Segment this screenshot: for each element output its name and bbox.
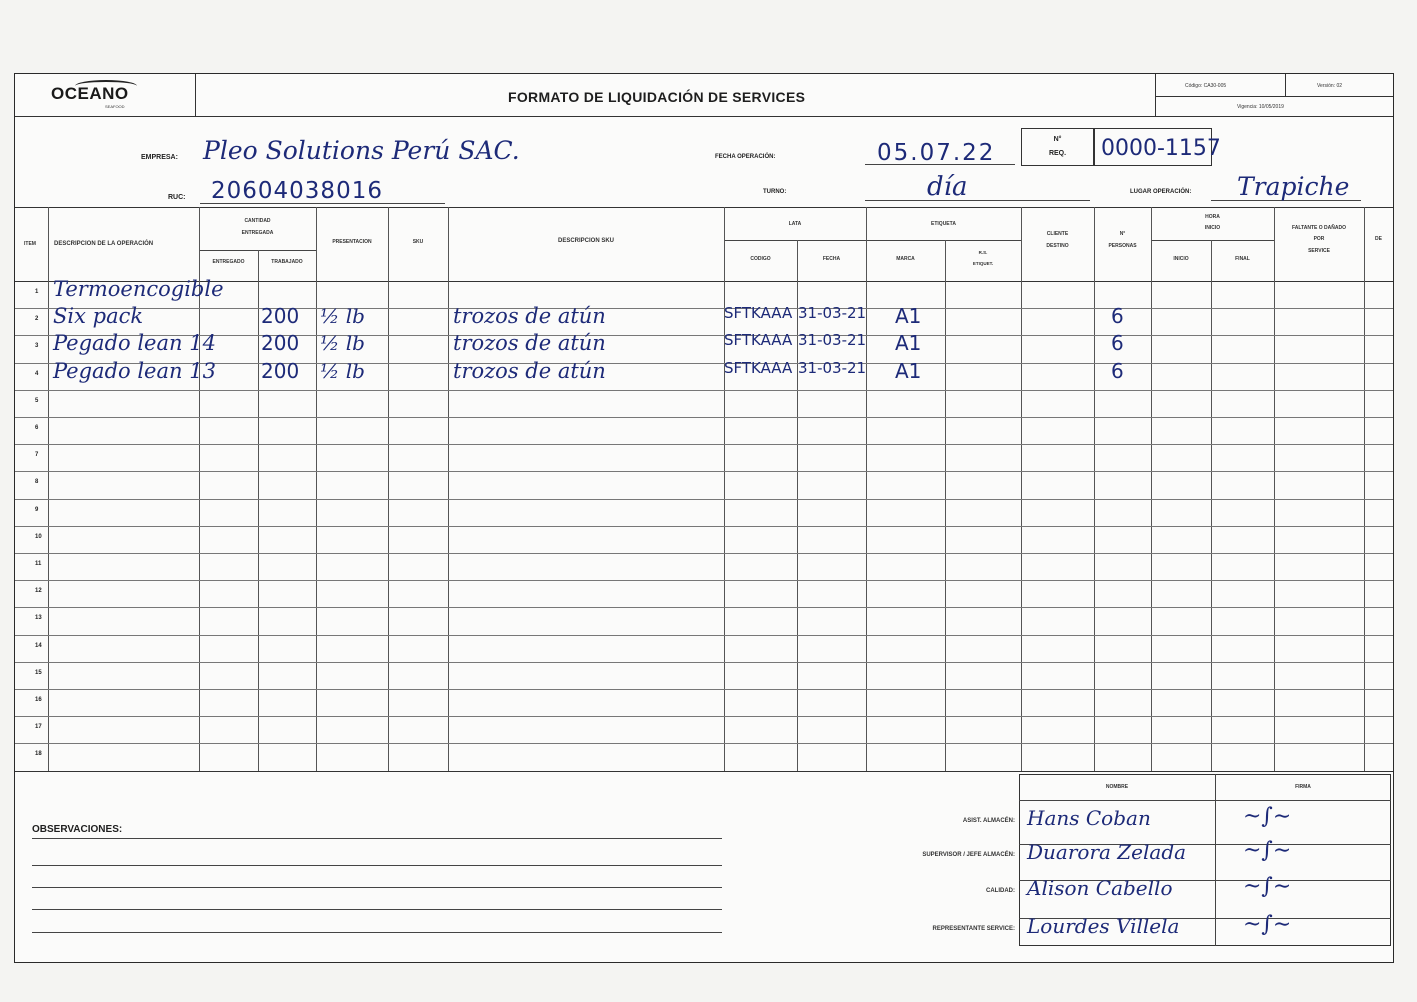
table-row-line bbox=[15, 689, 1393, 690]
row-entregado[interactable]: 200 bbox=[261, 304, 300, 329]
col-descripcion-sku: DESCRIPCION SKU bbox=[557, 238, 614, 244]
col-faltante-2: POR bbox=[1313, 236, 1325, 242]
col-presentacion: PRESENTACION bbox=[332, 239, 372, 245]
col-trabajado: TRABAJADO bbox=[271, 259, 303, 265]
table-col-line bbox=[258, 250, 259, 771]
fecha-operacion-value[interactable]: 05.07.22 bbox=[877, 140, 996, 166]
table-row-line bbox=[15, 743, 1393, 744]
col-codigo: CODIGO bbox=[750, 256, 771, 262]
table-col-line bbox=[388, 207, 389, 771]
header-bottom-border bbox=[15, 116, 1393, 117]
empresa-label: EMPRESA: bbox=[141, 154, 178, 161]
doc-vigencia: Vigencia: 10/05/2019 bbox=[1237, 104, 1284, 110]
turno-label: TURNO: bbox=[763, 189, 787, 195]
sig-nombre-header: NOMBRE bbox=[1105, 784, 1129, 790]
signature-mark-icon: ~∫∼ bbox=[1243, 804, 1292, 829]
table-row-line bbox=[15, 390, 1393, 391]
row-fecha[interactable]: 31-03-21 bbox=[798, 331, 867, 350]
row-descripcion[interactable]: Termoencogible bbox=[53, 277, 224, 301]
table-row-line bbox=[15, 580, 1393, 581]
col-personas-2: PERSONAS bbox=[1108, 243, 1137, 249]
turno-underline bbox=[865, 200, 1090, 201]
col-faltante-1: FALTANTE O DAÑADO bbox=[1292, 225, 1346, 231]
table-row-line bbox=[15, 662, 1393, 663]
row-presentacion[interactable]: ½ lb bbox=[320, 358, 365, 383]
sig-name[interactable]: Duarora Zelada bbox=[1027, 840, 1187, 864]
sig-firma-header: FIRMA bbox=[1295, 784, 1311, 790]
logo-wave-icon bbox=[75, 80, 137, 92]
header-version-divider bbox=[1285, 74, 1286, 96]
col-cliente-2: DESTINO bbox=[1046, 243, 1069, 249]
col-final: FINAL bbox=[1235, 256, 1250, 262]
nreq-label-2: REQ. bbox=[1048, 150, 1067, 157]
row-descripcion-sku[interactable]: trozos de atún bbox=[453, 304, 606, 329]
row-entregado[interactable]: 200 bbox=[261, 331, 300, 356]
col-personas-1: N° bbox=[1119, 231, 1126, 237]
table-col-line bbox=[1274, 207, 1275, 771]
item-number: 4 bbox=[35, 370, 39, 377]
doc-code: Código: CA30-005 bbox=[1185, 83, 1227, 89]
table-bottom-border bbox=[15, 771, 1393, 772]
table-row-line bbox=[15, 635, 1393, 636]
row-fecha[interactable]: 31-03-21 bbox=[798, 304, 867, 323]
item-number: 16 bbox=[35, 697, 42, 703]
table-row-line bbox=[15, 607, 1393, 608]
table-row-line bbox=[15, 444, 1393, 445]
liquidation-form-sheet bbox=[14, 73, 1394, 963]
header-code-divider bbox=[1155, 74, 1156, 116]
table-col-line bbox=[1021, 207, 1022, 771]
table-col-line bbox=[448, 207, 449, 771]
table-col-line bbox=[48, 207, 49, 771]
item-number: 3 bbox=[35, 343, 39, 350]
table-row-line bbox=[15, 526, 1393, 527]
item-number: 1 bbox=[35, 289, 39, 295]
row-marca[interactable]: A1 bbox=[895, 304, 922, 329]
table-col-line bbox=[1151, 207, 1152, 771]
table-row-line bbox=[15, 553, 1393, 554]
table-row-line bbox=[15, 499, 1393, 500]
sig-name[interactable]: Lourdes Villela bbox=[1027, 914, 1180, 938]
sig-role-label: SUPERVISOR / JEFE ALMACÉN: bbox=[922, 852, 1015, 858]
row-personas[interactable]: 6 bbox=[1111, 304, 1124, 329]
table-row-line bbox=[15, 716, 1393, 717]
col-cliente-1: CLIENTE bbox=[1046, 231, 1069, 237]
observaciones-label: OBSERVACIONES: bbox=[32, 824, 123, 835]
col-hora-1: HORA bbox=[1205, 214, 1220, 220]
table-col-line bbox=[866, 207, 867, 771]
sig-name[interactable]: Alison Cabello bbox=[1027, 876, 1173, 900]
item-number: 12 bbox=[35, 588, 42, 595]
item-number: 17 bbox=[35, 724, 42, 731]
col-faltante-3: SERVICE bbox=[1308, 248, 1330, 254]
row-fecha[interactable]: 31-03-21 bbox=[798, 358, 867, 377]
nreq-value[interactable]: 0000-1157 bbox=[1101, 136, 1221, 161]
item-number: 15 bbox=[35, 669, 42, 676]
company-logo: OCEANO bbox=[51, 84, 129, 103]
col-etiqueta: ETIQUETA bbox=[931, 221, 956, 227]
obs-line-2 bbox=[32, 865, 722, 866]
col-fecha: FECHA bbox=[822, 256, 841, 262]
item-number: 13 bbox=[35, 615, 42, 622]
row-descripcion[interactable]: Pegado lean 13 bbox=[53, 358, 216, 383]
table-row-line bbox=[15, 363, 1393, 364]
row-codigo[interactable]: SFTKAAA bbox=[724, 358, 793, 377]
header-logo-divider bbox=[195, 74, 196, 116]
table-row-line bbox=[15, 308, 1393, 309]
row-entregado[interactable]: 200 bbox=[261, 358, 300, 383]
item-number: 14 bbox=[35, 642, 42, 649]
row-marca[interactable]: A1 bbox=[895, 331, 922, 356]
company-logo-sub: SEAFOOD bbox=[105, 104, 125, 109]
table-row-line bbox=[15, 335, 1393, 336]
ruc-label: RUC: bbox=[168, 194, 186, 201]
col-descripcion-operacion: DESCRIPCION DE LA OPERACIÓN bbox=[54, 241, 154, 247]
turno-value[interactable]: día bbox=[927, 172, 968, 202]
row-descripcion[interactable]: Six pack bbox=[53, 304, 144, 329]
col-cantidad-1: CANTIDAD bbox=[244, 218, 271, 224]
hora-subheader-line bbox=[1151, 240, 1274, 241]
item-number: 5 bbox=[35, 397, 39, 404]
row-personas[interactable]: 6 bbox=[1111, 331, 1124, 356]
table-col-line bbox=[945, 240, 946, 771]
table-row-line bbox=[15, 471, 1393, 472]
row-presentacion[interactable]: ½ lb bbox=[320, 304, 365, 329]
nreq-label-1: N° bbox=[1053, 136, 1062, 143]
lugar-operacion-label: LUGAR OPERACIÓN: bbox=[1130, 189, 1192, 195]
obs-line-5 bbox=[32, 932, 722, 933]
col-marca: MARCA bbox=[896, 256, 915, 262]
signature-mark-icon: ~∫∼ bbox=[1243, 838, 1292, 863]
row-descripcion-sku[interactable]: trozos de atún bbox=[453, 331, 606, 356]
item-number: 6 bbox=[35, 425, 39, 431]
obs-line-1 bbox=[32, 838, 722, 839]
item-number: 11 bbox=[35, 561, 42, 567]
empresa-value[interactable]: Pleo Solutions Perú SAC. bbox=[203, 136, 520, 165]
table-top-border bbox=[15, 207, 1393, 208]
item-number: 10 bbox=[35, 533, 42, 540]
col-inicio: INICIO bbox=[1173, 256, 1189, 262]
table-row-line bbox=[15, 417, 1393, 418]
doc-version: Versión: 02 bbox=[1317, 83, 1343, 89]
item-number: 2 bbox=[35, 316, 39, 323]
sig-header-line bbox=[1019, 800, 1391, 801]
sig-role-label: REPRESENTANTE SERVICE: bbox=[932, 926, 1015, 932]
nreq-label-box bbox=[1021, 128, 1094, 166]
col-lata: LATA bbox=[788, 221, 802, 227]
lata-etiqueta-subheader-line bbox=[724, 240, 1021, 241]
obs-line-3 bbox=[32, 887, 722, 888]
item-number: 18 bbox=[35, 751, 42, 758]
table-col-line bbox=[1094, 207, 1095, 771]
row-codigo[interactable]: SFTKAAA bbox=[724, 331, 793, 350]
table-col-line bbox=[1364, 207, 1365, 771]
col-item: ITEM bbox=[24, 241, 36, 247]
col-rs-2: ETIQUET. bbox=[972, 261, 994, 266]
col-cantidad-2: ENTREGADA bbox=[241, 230, 274, 236]
row-descripcion-sku[interactable]: trozos de atún bbox=[453, 358, 606, 383]
sig-role-label: CALIDAD: bbox=[986, 888, 1015, 894]
table-col-line bbox=[724, 207, 725, 771]
signature-mark-icon: ~∫∼ bbox=[1243, 874, 1292, 899]
lugar-operacion-value[interactable]: Trapiche bbox=[1237, 172, 1350, 201]
row-codigo[interactable]: SFTKAAA bbox=[724, 304, 793, 323]
obs-line-4 bbox=[32, 909, 722, 910]
col-rs-1: R.S. bbox=[978, 250, 988, 255]
col-sku: SKU bbox=[412, 239, 424, 245]
row-personas[interactable]: 6 bbox=[1111, 358, 1124, 383]
sig-role-label: ASIST. ALMACÉN: bbox=[962, 818, 1015, 824]
row-presentacion[interactable]: ½ lb bbox=[320, 331, 365, 356]
ruc-value[interactable]: 20604038016 bbox=[211, 178, 383, 204]
sig-divider bbox=[1215, 774, 1216, 946]
col-de: DE bbox=[1375, 236, 1382, 242]
col-hora-2: INICIO bbox=[1204, 225, 1221, 231]
row-marca[interactable]: A1 bbox=[895, 358, 922, 383]
header-code-split bbox=[1155, 96, 1393, 97]
item-number: 9 bbox=[35, 506, 39, 513]
form-title: FORMATO DE LIQUIDACIÓN DE SERVICES bbox=[508, 89, 806, 105]
signature-mark-icon: ~∫∼ bbox=[1243, 912, 1292, 937]
row-descripcion[interactable]: Pegado lean 14 bbox=[53, 331, 216, 356]
fecha-operacion-label: FECHA OPERACIÓN: bbox=[715, 154, 776, 160]
table-col-line bbox=[1211, 240, 1212, 771]
sig-name[interactable]: Hans Coban bbox=[1027, 806, 1151, 830]
item-number: 7 bbox=[35, 452, 39, 459]
table-col-line bbox=[316, 207, 317, 771]
item-number: 8 bbox=[35, 479, 39, 486]
col-entregado: ENTREGADO bbox=[212, 259, 245, 265]
